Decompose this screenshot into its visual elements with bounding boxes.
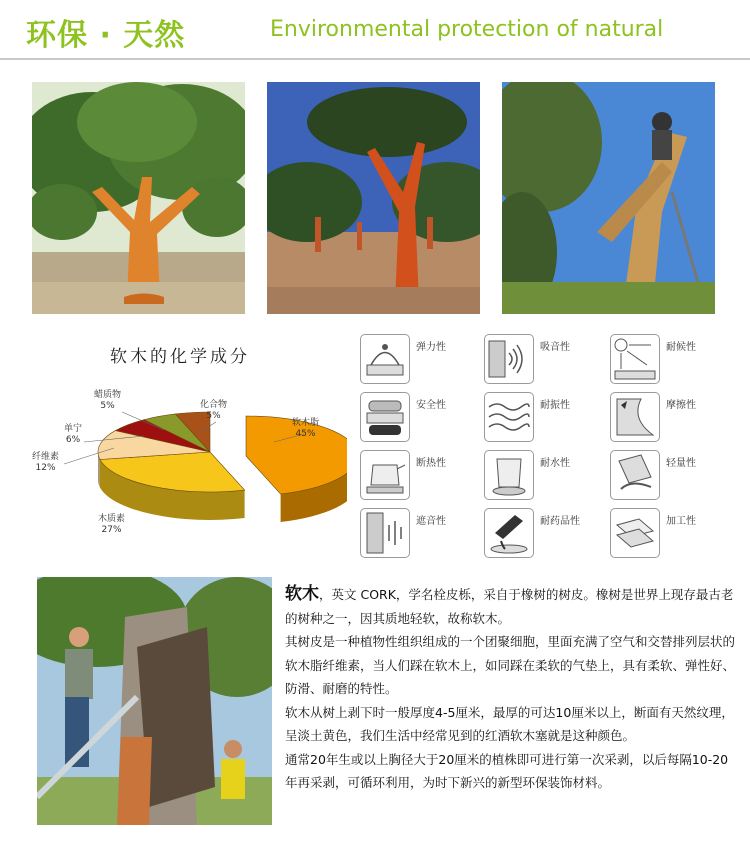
description-paragraph-4: 通常20年生或以上胸径大于20厘米的植株即可进行第一次采剥，以后每隔10-20年再采剥，可循环利用，为时下新兴的新型环保装饰材料。 [285,751,729,790]
description-paragraph-1 [285,583,740,630]
page-subtitle: Environmental protection of natural [270,17,664,42]
header-divider [0,58,750,60]
property-label: 耐药品性 [540,516,580,527]
property-label: 断热性 [416,458,446,469]
description-paragraph-2: 其树皮是一种植物性组织组成的一个团聚细胞，里面充满了空气和交替排列层状的软木脂纤维素，当人们踩在软木上，如同踩在柔软的气垫上，具有柔软、弹性好、防滑、耐磨的特性。 [285,634,736,696]
slice-label-lignin: 木质素 27% [98,514,126,535]
slice-label-cellulose: 纤维素 12% [32,452,60,473]
cork-oak-tree-photo [32,82,245,314]
heat-insulation-icon [360,450,410,500]
property-lightweight [610,450,730,502]
water-resistance-icon [484,450,534,500]
header [0,0,750,62]
property-elasticity [360,334,480,386]
sound-absorption-icon [484,334,534,384]
property-safety [360,392,480,444]
description-lead: 软木 [285,584,319,604]
property-weather-resistance [610,334,730,386]
elasticity-icon [360,334,410,384]
description-paragraph-3: 软木从树上剥下时一般厚度4-5厘米，最厚的可达10厘米以上，断面有天然纹理，呈淡土黄色，我们生活中经常见到的红酒软木塞就是这种颜色。 [285,704,734,743]
property-label: 耐水性 [540,458,570,469]
chemical-composition-chart [14,330,347,538]
property-label: 弹力性 [416,342,446,353]
cork-stripping-worker-photo [37,577,272,825]
cork-description [285,583,740,795]
chart-title: 软木的化学成分 [110,347,250,367]
property-label: 轻量性 [666,458,696,469]
property-heat-insulation [360,450,480,502]
property-vibration-resistance [484,392,604,444]
page-title: 环保 · 天然 [26,18,186,53]
property-chemical-resistance [484,508,604,560]
slice-label-suberin: 软木脂 45% [292,418,320,439]
property-friction [610,392,730,444]
slice-label-tannin: 单宁 6% [64,424,83,445]
property-sound-absorption [484,334,604,386]
property-label: 遮音性 [416,516,446,527]
machinability-icon [610,508,660,558]
description-text: ，英文 CORK，学名栓皮栎，采自于橡树的树皮。橡树是世界上现存最古老的树种之一，因其质地轻软，故称软木。 [285,587,734,626]
property-label: 安全性 [416,400,446,411]
property-label: 耐候性 [666,342,696,353]
safety-icon [360,392,410,442]
lightweight-icon [610,450,660,500]
slice-label-compounds: 化合物 5% [200,400,228,421]
sound-insulation-icon [360,508,410,558]
property-water-resistance [484,450,604,502]
property-label: 耐振性 [540,400,570,411]
cork-harvesting-photo [502,82,715,314]
stripped-cork-oak-grove-photo [267,82,480,314]
property-label: 加工性 [666,516,696,527]
property-label: 吸音性 [540,342,570,353]
weather-resistance-icon [610,334,660,384]
property-grid [358,332,738,562]
slice-label-wax: 蜡质物 5% [94,390,122,411]
friction-icon [610,392,660,442]
property-label: 摩擦性 [666,400,696,411]
vibration-resistance-icon [484,392,534,442]
property-machinability [610,508,730,560]
property-sound-insulation [360,508,480,560]
chemical-resistance-icon [484,508,534,558]
